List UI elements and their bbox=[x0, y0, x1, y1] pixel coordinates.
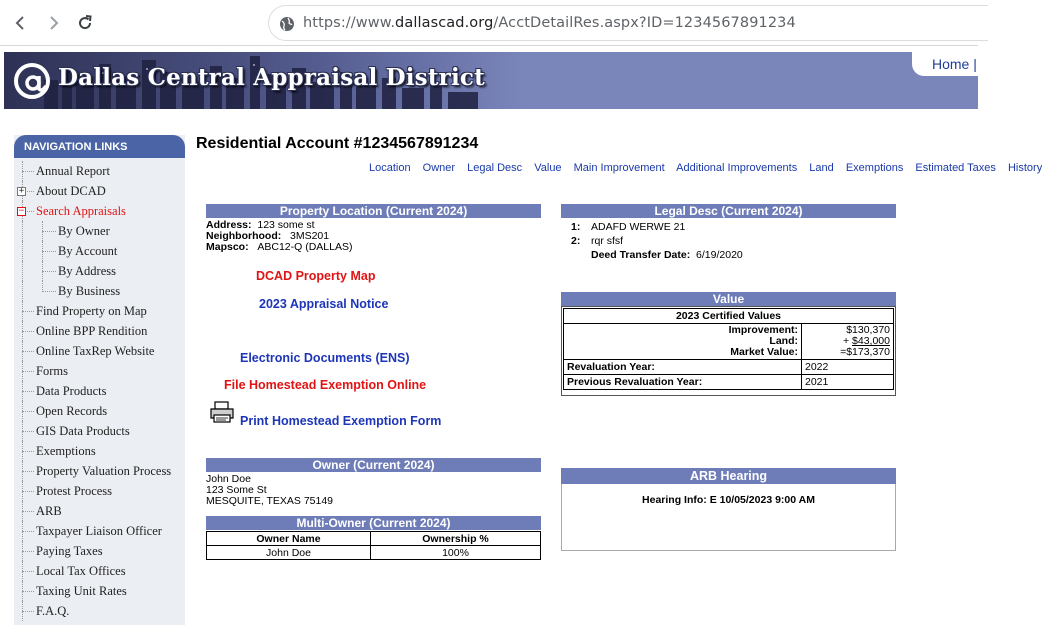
neighborhood-row: Neighborhood: 3MS201 bbox=[206, 230, 330, 242]
value-header: Value bbox=[561, 292, 896, 306]
nav-item-property-valuation-process[interactable]: Property Valuation Process bbox=[14, 461, 185, 481]
nav-item-by-owner[interactable]: By Owner bbox=[14, 221, 185, 241]
site-banner bbox=[4, 52, 978, 109]
multi-owner-header: Multi-Owner (Current 2024) bbox=[206, 516, 541, 530]
anchor-link-value[interactable]: Value bbox=[534, 162, 562, 174]
anchor-link-land[interactable]: Land bbox=[809, 162, 834, 174]
nav-item-faq[interactable]: F.A.Q. bbox=[14, 601, 185, 621]
neighborhood-value: 3MS201 bbox=[290, 230, 330, 242]
account-title: Residential Account #1234567891234 bbox=[196, 135, 479, 152]
expand-icon[interactable]: + bbox=[18, 186, 25, 196]
legal-desc-header: Legal Desc (Current 2024) bbox=[561, 204, 896, 218]
address-value: 123 some st bbox=[257, 219, 315, 231]
home-link[interactable]: Home | bbox=[932, 56, 977, 72]
file-homestead-online-link[interactable]: File Homestead Exemption Online bbox=[224, 378, 427, 392]
owner-name: John Doe bbox=[206, 473, 251, 485]
legal-line-1: 1: bbox=[571, 221, 581, 233]
mapsco-row: Mapsco: ABC12-Q (DALLAS) bbox=[206, 241, 353, 253]
nav-item-by-business[interactable]: By Business bbox=[14, 281, 185, 301]
nav-item-protest-process[interactable]: Protest Process bbox=[14, 481, 185, 501]
revaluation-year-value: 2022 bbox=[802, 360, 894, 375]
revaluation-year-label: Revaluation Year: bbox=[564, 360, 802, 375]
nav-item-taxing-unit-rates[interactable]: Taxing Unit Rates bbox=[14, 581, 185, 601]
nav-item-by-address[interactable]: By Address bbox=[14, 261, 185, 281]
section-anchor-links bbox=[369, 162, 1042, 174]
anchor-link-main-improvement[interactable]: Main Improvement bbox=[573, 162, 665, 174]
deed-transfer-date: 6/19/2020 bbox=[696, 249, 743, 261]
improvement-value: $130,370 bbox=[846, 324, 890, 336]
deed-transfer-row: Deed Transfer Date: 6/19/2020 bbox=[591, 249, 743, 261]
legal-line-2-value: rqr sfsf bbox=[591, 235, 624, 247]
globe-icon bbox=[279, 16, 295, 32]
anchor-link-exemptions[interactable]: Exemptions bbox=[845, 162, 904, 174]
nav-item-paying-taxes[interactable]: Paying Taxes bbox=[14, 541, 185, 561]
nav-item-forms[interactable]: Forms bbox=[14, 361, 185, 381]
value-labels-cell: Improvement: Land: Market Value: bbox=[564, 324, 802, 360]
back-button[interactable] bbox=[9, 11, 33, 35]
site-title: Dallas Central Appraisal District bbox=[58, 64, 485, 91]
arrow-left-icon bbox=[12, 14, 30, 32]
anchor-link-additional-improvements[interactable]: Additional Improvements bbox=[676, 162, 798, 174]
ownership-column-header: Ownership % bbox=[371, 532, 541, 546]
nav-item-about-dcad[interactable]: + About DCAD bbox=[14, 181, 185, 201]
nav-item-find-property-on-map[interactable]: Find Property on Map bbox=[14, 301, 185, 321]
browser-toolbar bbox=[0, 0, 978, 46]
address-bar[interactable] bbox=[268, 5, 988, 41]
reload-button[interactable] bbox=[73, 11, 97, 35]
property-location-header: Property Location (Current 2024) bbox=[206, 204, 541, 218]
multi-owner-table bbox=[206, 531, 541, 560]
anchor-link-estimated-taxes[interactable]: Estimated Taxes bbox=[915, 162, 996, 174]
navigation-header: NAVIGATION LINKS bbox=[14, 135, 185, 158]
arb-hearing-header: ARB Hearing bbox=[561, 468, 896, 484]
appraisal-notice-link[interactable]: 2023 Appraisal Notice bbox=[259, 297, 389, 311]
land-value: + $43,000 bbox=[842, 335, 890, 347]
reload-icon bbox=[76, 14, 94, 32]
owner-street: 123 Some St bbox=[206, 484, 267, 496]
anchor-link-owner[interactable]: Owner bbox=[422, 162, 456, 174]
electronic-documents-link[interactable]: Electronic Documents (ENS) bbox=[240, 351, 410, 365]
previous-revaluation-value: 2021 bbox=[802, 375, 894, 390]
anchor-link-history[interactable]: History bbox=[1007, 162, 1042, 174]
market-value: =$173,370 bbox=[840, 346, 890, 358]
owner-city: MESQUITE, TEXAS 75149 bbox=[206, 495, 334, 507]
dcad-at-logo bbox=[12, 56, 52, 102]
nav-item-exemptions[interactable]: Exemptions bbox=[14, 441, 185, 461]
anchor-link-legal-desc[interactable]: Legal Desc bbox=[467, 162, 523, 174]
value-amounts-cell bbox=[802, 324, 894, 360]
owner-name-column-header: Owner Name bbox=[207, 532, 371, 546]
address-row: Address: 123 some st bbox=[206, 219, 315, 231]
nav-item-by-account[interactable]: By Account bbox=[14, 241, 185, 261]
navigation-list bbox=[14, 161, 185, 621]
certified-values-label: 2023 Certified Values bbox=[564, 309, 894, 324]
owner-header: Owner (Current 2024) bbox=[206, 458, 541, 472]
forward-button[interactable] bbox=[41, 11, 65, 35]
nav-item-data-products[interactable]: Data Products bbox=[14, 381, 185, 401]
dcad-property-map-link[interactable]: DCAD Property Map bbox=[256, 269, 376, 283]
legal-line-2: 2: bbox=[571, 235, 581, 247]
nav-item-online-taxrep-website[interactable]: Online TaxRep Website bbox=[14, 341, 185, 361]
collapse-icon[interactable]: − bbox=[18, 206, 25, 216]
arrow-right-icon bbox=[44, 14, 62, 32]
value-table bbox=[563, 308, 894, 390]
table-row: John Doe 100% bbox=[207, 546, 541, 560]
nav-item-taxpayer-liaison-officer[interactable]: Taxpayer Liaison Officer bbox=[14, 521, 185, 541]
printer-icon[interactable] bbox=[209, 401, 235, 423]
nav-item-local-tax-offices[interactable]: Local Tax Offices bbox=[14, 561, 185, 581]
nav-item-arb[interactable]: ARB bbox=[14, 501, 185, 521]
nav-item-open-records[interactable]: Open Records bbox=[14, 401, 185, 421]
nav-item-search-appraisals[interactable]: − Search Appraisals bbox=[14, 201, 185, 221]
nav-item-online-bpp-rendition[interactable]: Online BPP Rendition bbox=[14, 321, 185, 341]
print-homestead-form-link[interactable]: Print Homestead Exemption Form bbox=[240, 414, 442, 428]
anchor-link-location[interactable]: Location bbox=[369, 162, 411, 174]
mapsco-value: ABC12-Q (DALLAS) bbox=[257, 241, 353, 253]
previous-revaluation-label: Previous Revaluation Year: bbox=[564, 375, 802, 390]
nav-item-gis-data-products[interactable]: GIS Data Products bbox=[14, 421, 185, 441]
hearing-info: Hearing Info: E 10/05/2023 9:00 AM bbox=[642, 494, 815, 506]
nav-item-annual-report[interactable]: Annual Report bbox=[14, 161, 185, 181]
legal-line-1-value: ADAFD WERWE 21 bbox=[591, 221, 686, 233]
url-text: https://www.dallascad.org/AcctDetailRes.aspx?ID=1234567891234 bbox=[303, 15, 796, 31]
